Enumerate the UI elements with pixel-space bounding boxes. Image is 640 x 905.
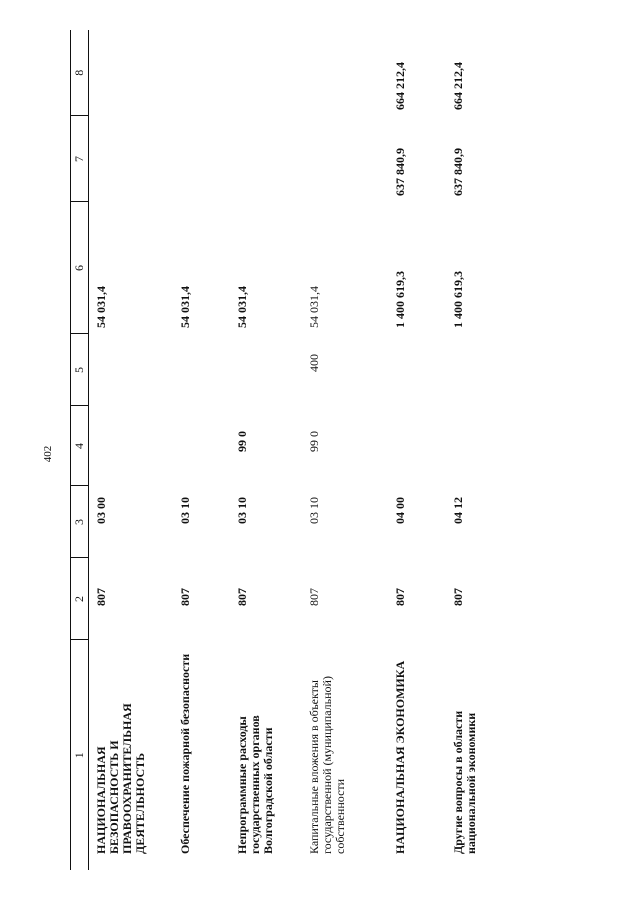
cell-col8 (236, 30, 308, 116)
column-header: 1 (71, 640, 89, 870)
budget-table (70, 30, 492, 870)
cell-col4 (394, 406, 452, 486)
cell-col6: 54 031,4 (178, 286, 192, 328)
row-name: Капитальные вложения в объекты государственной (муниципальной) собственности (307, 676, 347, 854)
row-name: НАЦИОНАЛЬНАЯ БЕЗОПАСНОСТЬ И ПРАВООХРАНИТЕЛЬНАЯ ДЕЯТЕЛЬНОСТЬ (94, 703, 147, 854)
column-header: 5 (71, 334, 89, 406)
header-row (71, 30, 89, 870)
cell-col8 (179, 30, 236, 116)
column-header: 6 (71, 202, 89, 334)
cell-col7 (89, 116, 180, 202)
cell-col6: 1 400 619,3 (451, 271, 465, 328)
column-header: 4 (71, 406, 89, 486)
row-name: НАЦИОНАЛЬНАЯ ЭКОНОМИКА (393, 660, 407, 854)
row-name: Обеспечение пожарной безопасности (178, 653, 192, 854)
table-row (452, 30, 492, 870)
cell-col6: 54 031,4 (307, 286, 321, 328)
cell-col5 (394, 334, 452, 406)
cell-col5: 400 (307, 354, 321, 372)
column-header: 7 (71, 116, 89, 202)
cell-col7 (179, 116, 236, 202)
row-name: Непрограммные расходы государственных органов Волгоградской области (235, 715, 275, 854)
cell-col4: 99 0 (307, 431, 321, 452)
row-name: Другие вопросы в области национальной экономики (451, 710, 478, 854)
rotated-page-content (70, 30, 500, 870)
table-row (236, 30, 308, 870)
page-number: 402 (42, 445, 54, 463)
cell-col8 (89, 30, 180, 116)
table-row (179, 30, 236, 870)
cell-col7: 637 840,9 (451, 148, 465, 196)
cell-col4: 99 0 (235, 431, 249, 452)
cell-col2: 807 (94, 588, 108, 606)
cell-col8: 664 212,4 (451, 62, 465, 110)
cell-col7 (308, 116, 394, 202)
table-row (89, 30, 180, 870)
cell-col5 (236, 334, 308, 406)
column-header: 3 (71, 486, 89, 558)
table-row (308, 30, 394, 870)
cell-col3: 03 10 (307, 497, 321, 524)
cell-col5 (89, 334, 180, 406)
cell-col6: 1 400 619,3 (393, 271, 407, 328)
cell-col4 (452, 406, 492, 486)
cell-col6: 54 031,4 (235, 286, 249, 328)
cell-col5 (179, 334, 236, 406)
column-header: 8 (71, 30, 89, 116)
cell-col2: 807 (235, 588, 249, 606)
cell-col2: 807 (178, 588, 192, 606)
cell-col2: 807 (393, 588, 407, 606)
cell-col3: 04 00 (393, 497, 407, 524)
cell-col8 (308, 30, 394, 116)
cell-col7: 637 840,9 (393, 148, 407, 196)
cell-col8: 664 212,4 (393, 62, 407, 110)
cell-col2: 807 (451, 588, 465, 606)
cell-col3: 03 00 (94, 497, 108, 524)
table-row (394, 30, 452, 870)
cell-col6: 54 031,4 (94, 286, 108, 328)
cell-col4 (179, 406, 236, 486)
cell-col3: 03 10 (235, 497, 249, 524)
column-header: 2 (71, 558, 89, 640)
cell-col2: 807 (307, 588, 321, 606)
cell-col7 (236, 116, 308, 202)
cell-col3: 04 12 (451, 497, 465, 524)
cell-col3: 03 10 (178, 497, 192, 524)
cell-col4 (89, 406, 180, 486)
cell-col5 (452, 334, 492, 406)
